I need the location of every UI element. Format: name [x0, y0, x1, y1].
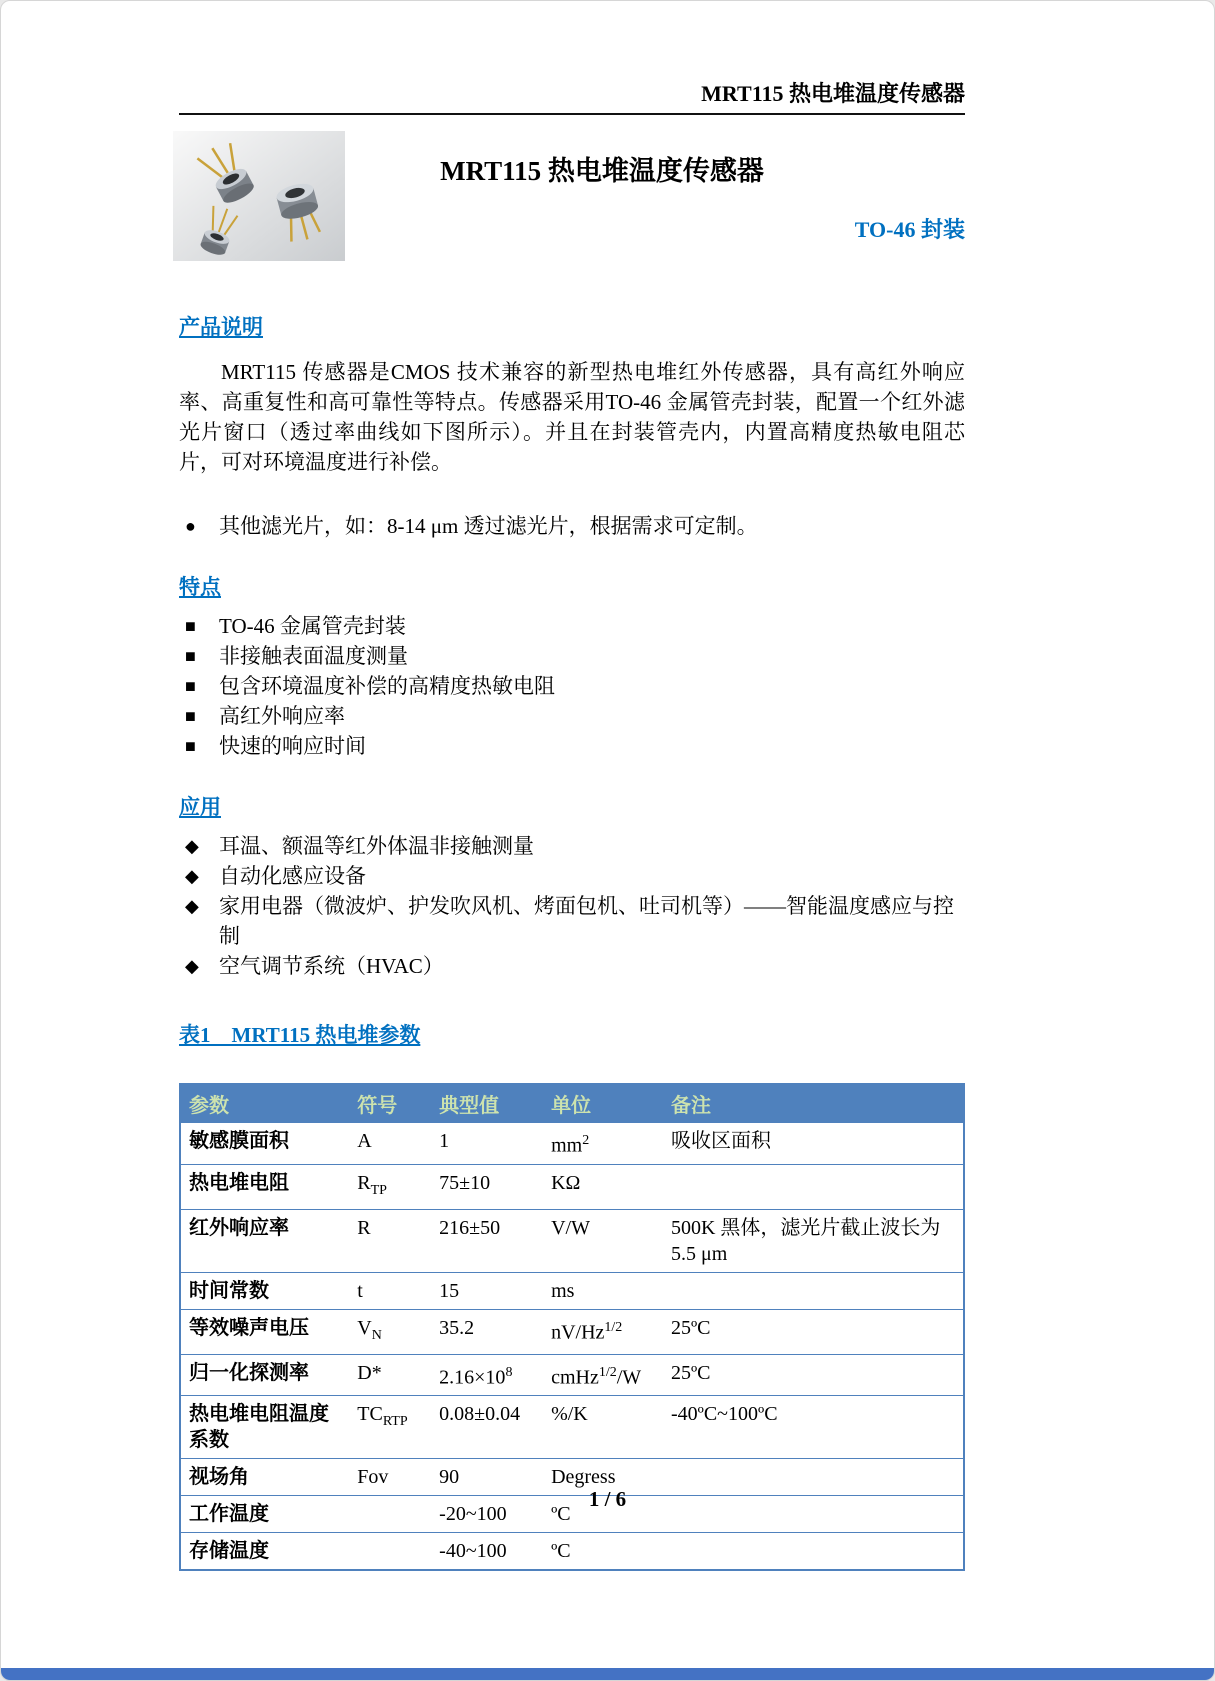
table-cell: A: [349, 1123, 431, 1165]
table-row: [180, 1533, 964, 1571]
features-list: [179, 611, 965, 761]
table-cell: 25ºC: [663, 1309, 964, 1354]
table-cell: 90: [431, 1459, 543, 1496]
diamond-bullet-icon: ◆: [185, 956, 199, 976]
list-item-text: 高红外响应率: [219, 704, 345, 728]
list-item-text: 耳温、额温等红外体温非接触测量: [219, 834, 534, 858]
content-area: [179, 1, 965, 1571]
square-bullet-icon: ■: [185, 736, 196, 756]
list-item-text: 非接触表面温度测量: [219, 644, 408, 668]
table-cell: 35.2: [431, 1309, 543, 1354]
table-cell: 25ºC: [663, 1354, 964, 1396]
list-item: [179, 861, 965, 891]
table-cell: Fov: [349, 1459, 431, 1496]
param-name-cell: 视场角: [180, 1459, 349, 1496]
table-cell: $nV/Hz^{1/2}$: [543, 1309, 663, 1354]
table-cell: -40ºC~100ºC: [663, 1396, 964, 1459]
param-name-cell: 时间常数: [180, 1272, 349, 1309]
table-cell: 吸收区面积: [663, 1123, 964, 1165]
list-item: [179, 891, 965, 951]
diamond-bullet-icon: ◆: [185, 836, 199, 856]
table-row: [180, 1396, 964, 1459]
table-cell: 1: [431, 1123, 543, 1165]
column-header: 典型值: [431, 1084, 543, 1123]
table-cell: -40~100: [431, 1533, 543, 1571]
table-cell: $2.16\times 10^8$: [431, 1354, 543, 1396]
table-cell: ºC: [543, 1496, 663, 1533]
table-cell: ºC: [543, 1533, 663, 1571]
table-cell: $R_{TP}$: [349, 1164, 431, 1209]
table-cell: KΩ: [543, 1164, 663, 1209]
hero-block: [179, 129, 965, 281]
table-cell: $mm^2$: [543, 1123, 663, 1165]
running-header: MRT115 热电堆温度传感器: [179, 1, 965, 115]
table-cell: [663, 1164, 964, 1209]
product-description: MRT115 传感器是CMOS 技术兼容的新型热电堆红外传感器，具有高红外响应率、高重复性和高可靠性等特点。传感器采用TO-46 金属管壳封装，配置一个红外滤光片窗口（透过率曲线如下图所示）。并且在封装管壳内，内置高精度热敏电阻芯片，可对环境温度进行补偿。: [179, 360, 965, 474]
table-cell: -20~100: [431, 1496, 543, 1533]
param-name-cell: 工作温度: [180, 1496, 349, 1533]
list-item: [179, 611, 965, 641]
table-row: [180, 1354, 964, 1396]
table-row: [180, 1209, 964, 1272]
column-header: 参数: [180, 1084, 349, 1123]
table-cell: $TC_{RTP}$: [349, 1396, 431, 1459]
table-row: [180, 1164, 964, 1209]
table-cell: Degress: [543, 1459, 663, 1496]
list-item: [179, 831, 965, 861]
param-name-cell: 敏感膜面积: [180, 1123, 349, 1165]
list-item-text: 快速的响应时间: [219, 734, 366, 758]
table-cell: $V_N$: [349, 1309, 431, 1354]
param-table-head-row: [180, 1084, 964, 1123]
page-number: 1 / 6: [588, 1487, 627, 1511]
table-cell: [349, 1533, 431, 1571]
column-header: 符号: [349, 1084, 431, 1123]
column-header: 备注: [663, 1084, 964, 1123]
package-label: TO-46 封装: [854, 217, 965, 242]
list-item: [179, 951, 965, 981]
square-bullet-icon: ■: [185, 676, 196, 696]
table-cell: [663, 1272, 964, 1309]
circle-bullet-icon: ●: [185, 516, 196, 536]
applications-list: [179, 831, 965, 981]
table-cell: [663, 1533, 964, 1571]
list-item-text: 空气调节系统（HVAC）: [219, 954, 444, 978]
param-name-cell: 热电堆电阻温度系数: [180, 1396, 349, 1459]
table-cell: %/K: [543, 1396, 663, 1459]
table-cell: D*: [349, 1354, 431, 1396]
table-cell: 216±50: [431, 1209, 543, 1272]
filter-note: [179, 511, 965, 541]
table-cell: V/W: [543, 1209, 663, 1272]
list-item: [179, 731, 965, 761]
param-name-cell: 存储温度: [180, 1533, 349, 1571]
list-item-text: TO-46 金属管壳封装: [219, 614, 406, 638]
page-title: MRT115 热电堆温度传感器: [440, 156, 764, 186]
diamond-bullet-icon: ◆: [185, 866, 199, 886]
table-cell: cmHz$^{1/2}$/W: [543, 1354, 663, 1396]
list-item-text: 自动化感应设备: [219, 864, 366, 888]
table-cell: ms: [543, 1272, 663, 1309]
list-item-text: 包含环境温度补偿的高精度热敏电阻: [219, 674, 555, 698]
column-header: 单位: [543, 1084, 663, 1123]
table-cell: 15: [431, 1272, 543, 1309]
diamond-bullet-icon: ◆: [185, 896, 199, 916]
section-heading-features: 特点: [179, 575, 221, 599]
table-row: [180, 1272, 964, 1309]
table-cell: 500K 黑体，滤光片截止波长为 5.5 μm: [663, 1209, 964, 1272]
list-item: [179, 701, 965, 731]
square-bullet-icon: ■: [185, 646, 196, 666]
filter-note-text: 其他滤光片，如：8-14 μm 透过滤光片，根据需求可定制。: [219, 514, 758, 538]
table-caption: 表1 MRT115 热电堆参数: [179, 1023, 421, 1047]
list-item-text: 家用电器（微波炉、护发吹风机、烤面包机、吐司机等）——智能温度感应与控制: [219, 894, 954, 948]
table-cell: t: [349, 1272, 431, 1309]
table-row: [180, 1309, 964, 1354]
table-cell: R: [349, 1209, 431, 1272]
list-item: [179, 671, 965, 701]
section-heading-applications: 应用: [179, 795, 221, 819]
square-bullet-icon: ■: [185, 706, 196, 726]
table-cell: 0.08±0.04: [431, 1396, 543, 1459]
table-cell: 75±10: [431, 1164, 543, 1209]
param-name-cell: 等效噪声电压: [180, 1309, 349, 1354]
param-name-cell: 红外响应率: [180, 1209, 349, 1272]
square-bullet-icon: ■: [185, 616, 196, 636]
list-item: [179, 641, 965, 671]
param-name-cell: 归一化探测率: [180, 1354, 349, 1396]
section-heading-product: 产品说明: [179, 315, 263, 339]
table-row: [180, 1123, 964, 1165]
footer-bar: [1, 1668, 1214, 1680]
param-name-cell: 热电堆电阻: [180, 1164, 349, 1209]
